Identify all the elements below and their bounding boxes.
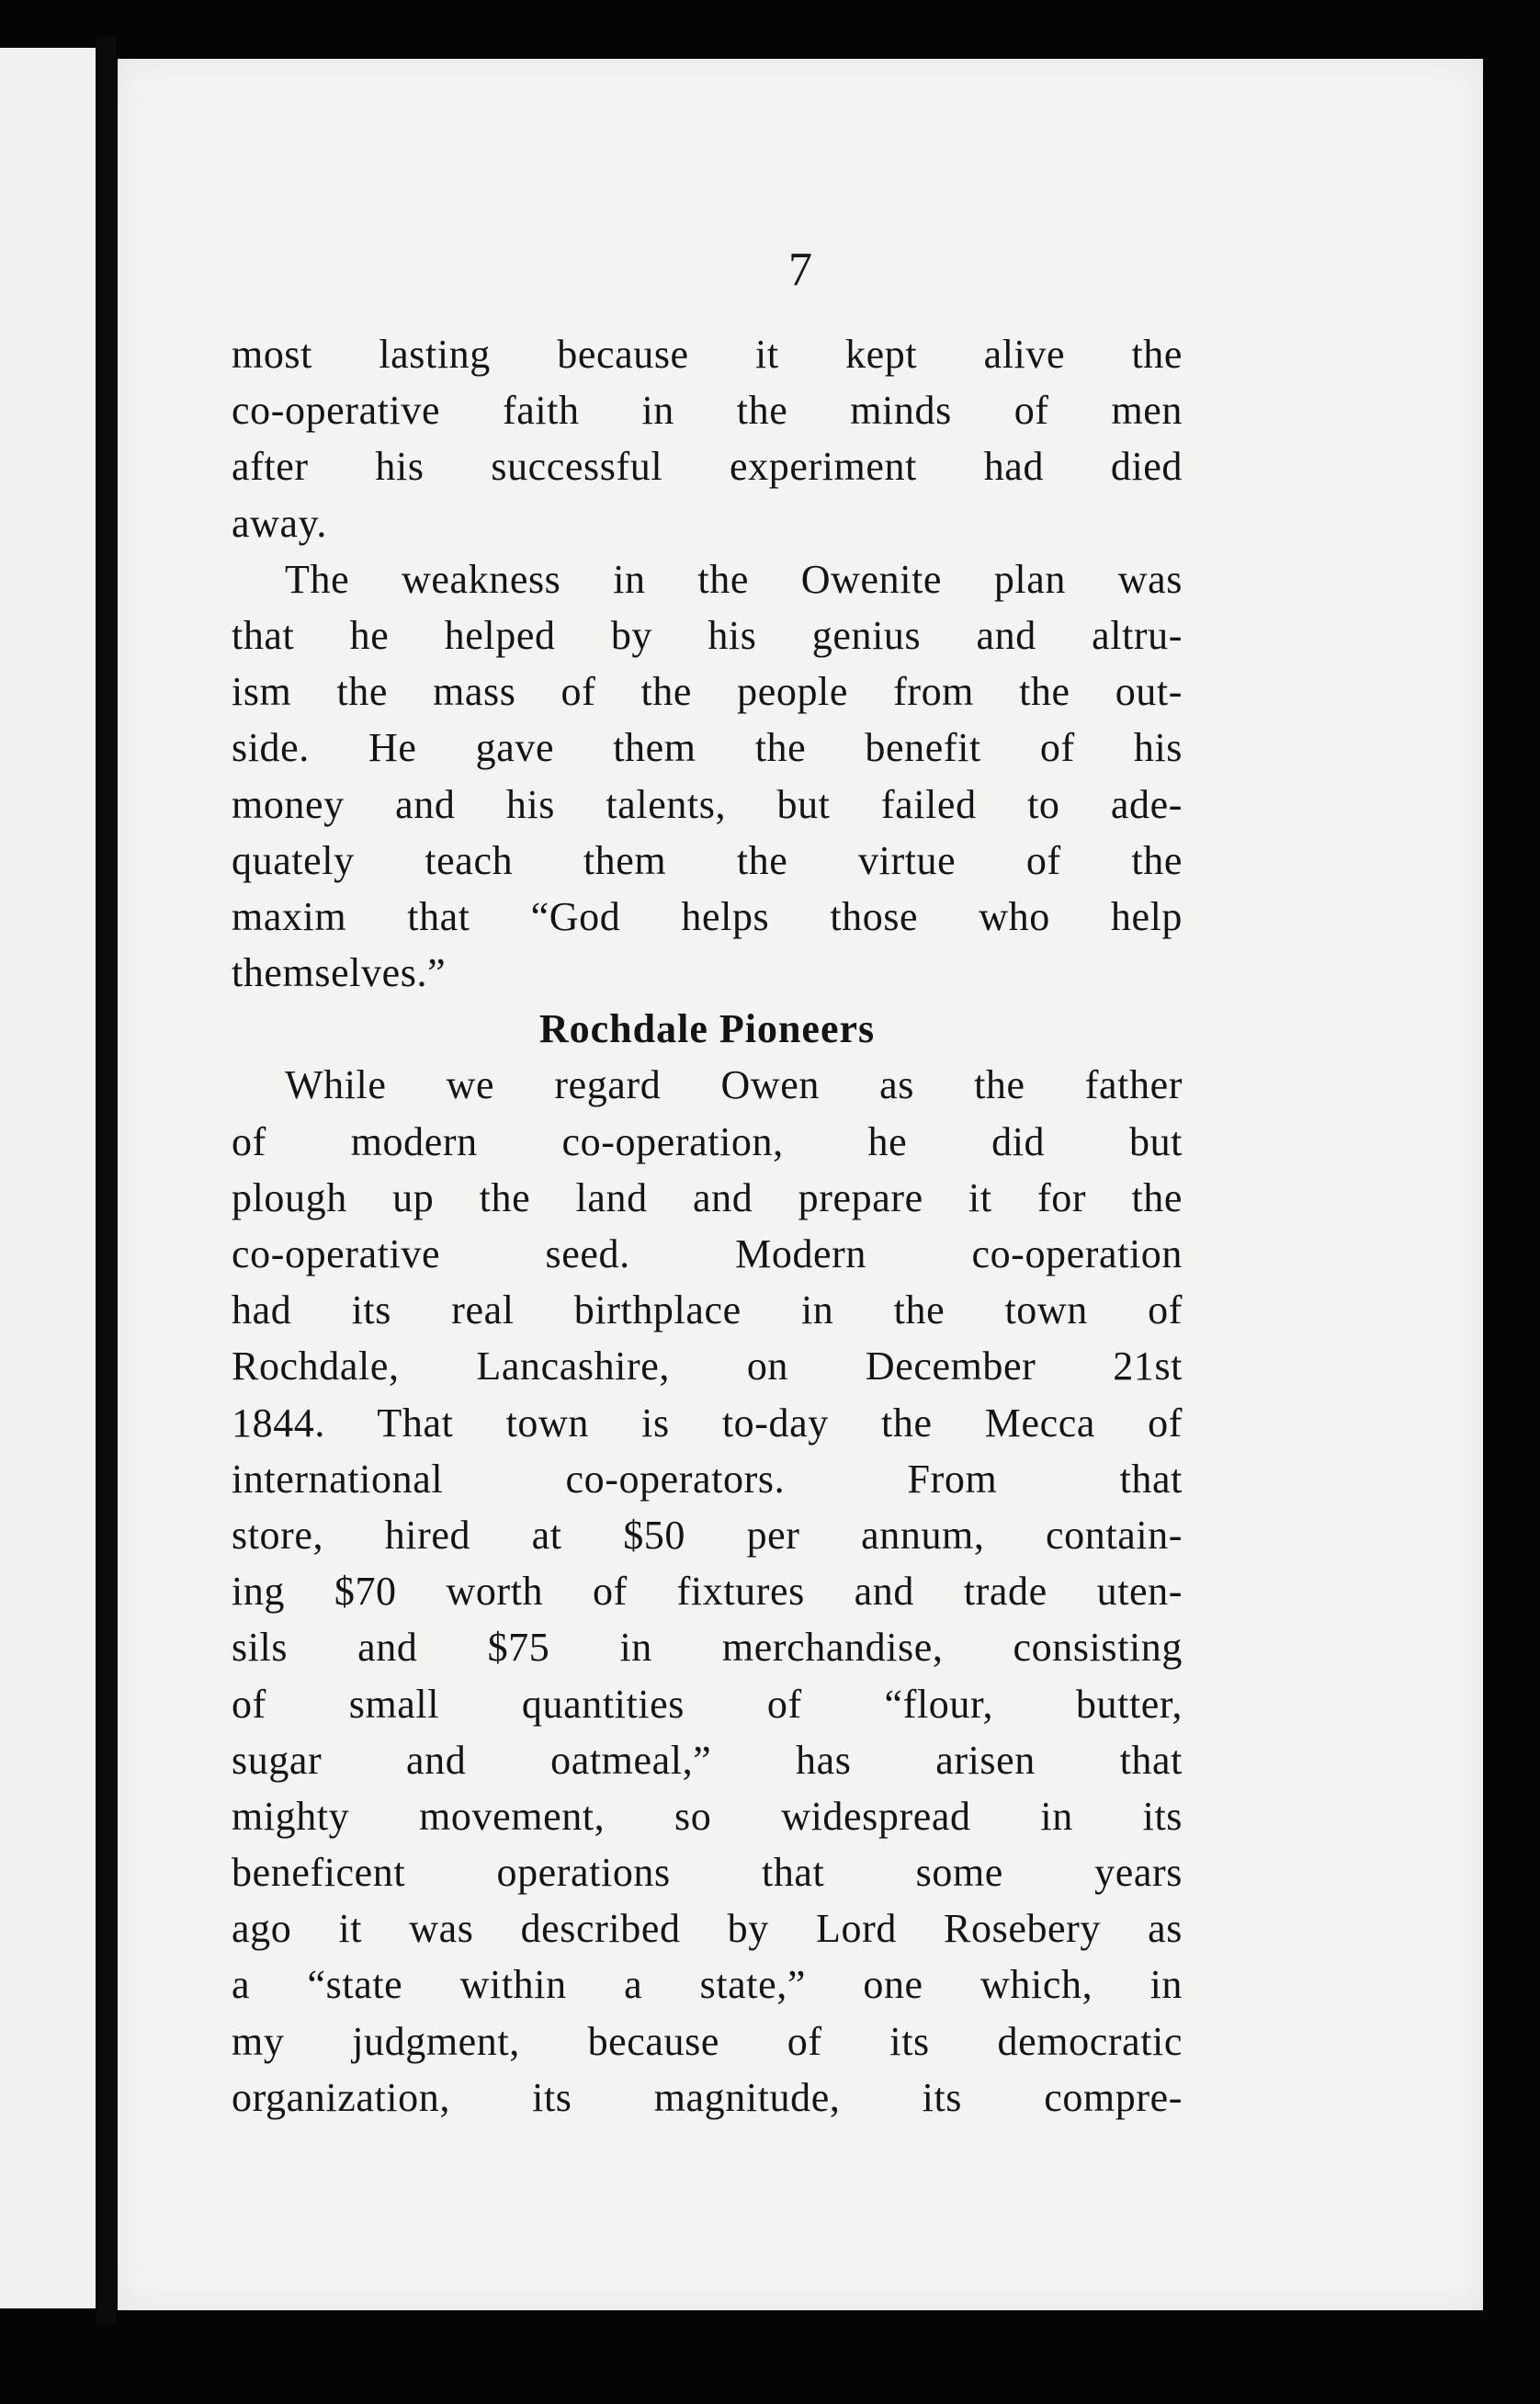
text-line: money and his talents, but failed to ade- <box>232 781 1183 827</box>
text-line: most lasting because it kept alive the <box>232 332 1183 377</box>
text-line: ing $70 worth of fixtures and trade uten- <box>232 1569 1183 1615</box>
text-line: themselves.” <box>232 950 447 996</box>
text-line: sils and $75 in merchandise, consisting <box>232 1625 1183 1671</box>
page-gutter <box>96 37 116 2325</box>
text-line: of small quantities of “flour, butter, <box>232 1681 1183 1727</box>
text-line: side. He gave them the benefit of his <box>232 725 1183 771</box>
text-line: mighty movement, so widespread in its <box>232 1793 1183 1839</box>
facing-page-edge <box>0 48 101 2308</box>
text-line: Rochdale, Lancashire, on December 21st <box>232 1344 1183 1389</box>
text-line: sugar and oatmeal,” has arisen that <box>232 1737 1183 1783</box>
paragraph-first-line: The weakness in the Owenite plan was <box>285 556 1183 602</box>
text-line: my judgment, because of its democratic <box>232 2018 1183 2064</box>
text-line: plough up the land and prepare it for the <box>232 1174 1183 1220</box>
text-line: after his successful experiment had died <box>232 444 1183 490</box>
text-line: co-operative faith in the minds of men <box>232 388 1183 434</box>
text-line: ago it was described by Lord Rosebery as <box>232 1906 1183 1952</box>
paragraph-first-line: While we regard Owen as the father <box>285 1062 1183 1108</box>
text-line: international co-operators. From that <box>232 1456 1183 1502</box>
text-line: 1844. That town is to-day the Mecca of <box>232 1400 1183 1446</box>
text-line: beneficent operations that some years <box>232 1850 1183 1896</box>
text-line: had its real birthplace in the town of <box>232 1287 1183 1333</box>
text-line: a “state within a state,” one which, in <box>232 1962 1183 2008</box>
text-line: store, hired at $50 per annum, contain- <box>232 1512 1183 1558</box>
page-number: 7 <box>788 244 812 296</box>
body-text <box>232 326 1183 2126</box>
text-line: maxim that “God helps those who help <box>232 893 1183 939</box>
text-line: organization, its magnitude, its compre- <box>232 2074 1183 2120</box>
section-heading: Rochdale Pioneers <box>538 1006 876 1052</box>
text-line: ism the mass of the people from the out- <box>232 669 1183 715</box>
text-line: of modern co-operation, he did but <box>232 1118 1183 1164</box>
text-line: away. <box>232 500 327 546</box>
text-line: quately teach them the virtue of the <box>232 837 1183 883</box>
text-line: that he helped by his genius and altru- <box>232 612 1183 658</box>
text-line: co-operative seed. Modern co-operation <box>232 1231 1183 1276</box>
